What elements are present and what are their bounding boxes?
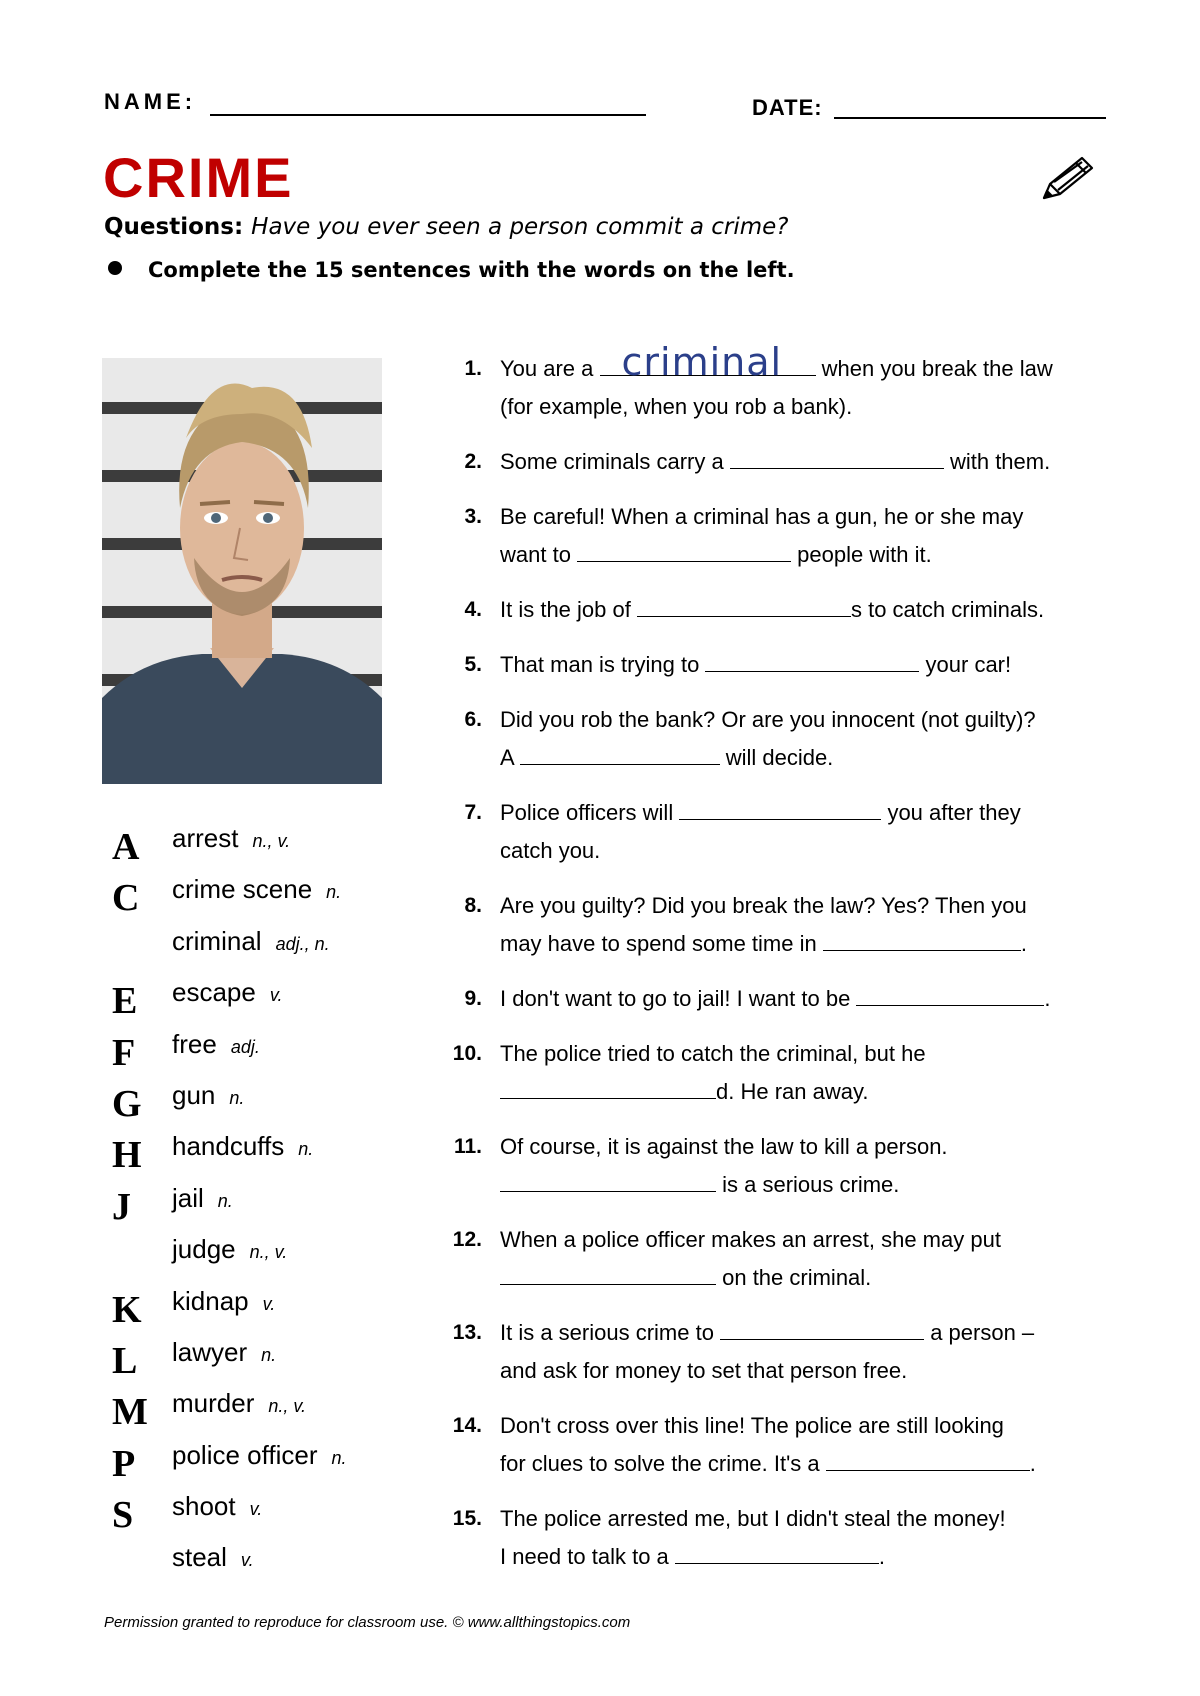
word-letter: C	[112, 877, 140, 920]
answer-blank[interactable]	[520, 742, 720, 765]
word-pos: v.	[249, 1499, 263, 1520]
instruction-text: Complete the 15 sentences with the words on the left.	[148, 258, 795, 282]
mugshot-photo	[102, 358, 382, 784]
word-pos: n., v.	[252, 831, 291, 851]
date-line[interactable]	[834, 117, 1106, 119]
word-item	[104, 1128, 424, 1179]
answer-blank[interactable]	[679, 797, 881, 820]
word-letter: K	[112, 1288, 142, 1331]
word-pos: n.	[326, 882, 342, 903]
word-letter: E	[112, 980, 138, 1023]
word-letter: L	[112, 1339, 138, 1382]
word-text: free adj.	[172, 1028, 260, 1059]
footer-note: Permission granted to reproduce for classroom use. © www.allthingstopics.com	[104, 1614, 631, 1631]
answer-field[interactable]	[600, 340, 816, 384]
word-pos: n.	[261, 1344, 277, 1365]
word-item	[104, 1385, 424, 1436]
sentence-number: 1.	[464, 357, 482, 380]
word-pos: n.	[217, 1190, 233, 1211]
answer-blank[interactable]	[500, 1169, 716, 1192]
word-pos: n., v.	[249, 1242, 288, 1263]
word-pos: n.	[298, 1139, 314, 1160]
word-item	[104, 1437, 424, 1488]
answer-blank[interactable]	[730, 446, 944, 469]
word-item	[104, 1488, 424, 1539]
word-text: criminal adj., n.	[172, 925, 330, 956]
word-item	[104, 923, 424, 974]
word-pos: v.	[269, 985, 283, 1006]
word-text: kidnap v.	[172, 1285, 276, 1316]
word-item	[104, 1539, 424, 1590]
word-pos: v.	[262, 1293, 276, 1314]
answer-blank[interactable]	[823, 928, 1021, 951]
word-pos: adj., n.	[275, 933, 330, 954]
word-list	[104, 820, 424, 1591]
bullet-icon	[108, 261, 122, 275]
word-pos: n.	[229, 1087, 245, 1108]
word-item	[104, 1231, 424, 1282]
word-letter: M	[112, 1391, 148, 1434]
answer-blank[interactable]	[500, 1262, 716, 1285]
word-letter: A	[112, 826, 140, 868]
name-label: NAME:	[104, 89, 197, 114]
word-text: gun n.	[172, 1079, 245, 1110]
word-text: police officer n.	[172, 1439, 347, 1470]
word-text: shoot v.	[172, 1491, 263, 1522]
word-item	[104, 1283, 424, 1334]
word-letter: F	[112, 1031, 136, 1074]
word-letter: G	[112, 1082, 142, 1125]
questions-text: Have you ever seen a person commit a crime?	[251, 214, 789, 240]
word-pos: v.	[240, 1550, 254, 1571]
word-item	[104, 974, 424, 1025]
answer-blank[interactable]	[637, 594, 851, 617]
answer-blank[interactable]	[577, 539, 791, 562]
word-text: escape v.	[172, 977, 283, 1008]
word-item	[104, 1334, 424, 1385]
word-item	[104, 1180, 424, 1231]
handwritten-answer: criminal	[621, 340, 783, 384]
questions-line	[104, 214, 789, 240]
word-item	[104, 820, 424, 871]
instruction	[104, 258, 795, 282]
answer-blank[interactable]	[500, 1076, 716, 1099]
word-text: handcuffs n.	[172, 1131, 314, 1162]
word-item	[104, 1077, 424, 1128]
word-text: jail n.	[172, 1182, 233, 1213]
date-label: DATE:	[752, 95, 823, 120]
name-line[interactable]	[210, 114, 646, 116]
answer-blank[interactable]	[856, 983, 1044, 1006]
word-pos: adj.	[230, 1036, 260, 1057]
word-letter: S	[112, 1494, 134, 1537]
word-item	[104, 871, 424, 922]
questions-label: Questions:	[104, 214, 244, 240]
word-letter: J	[112, 1185, 131, 1228]
pencil-icon	[1038, 152, 1100, 204]
word-pos: n., v.	[268, 1396, 307, 1417]
word-text: arrest n., v.	[172, 823, 291, 853]
page-title: CRIME	[103, 146, 294, 209]
answer-blank[interactable]	[826, 1448, 1030, 1471]
word-text: lawyer n.	[172, 1336, 277, 1367]
word-text: judge n., v.	[172, 1234, 288, 1265]
word-letter: H	[112, 1134, 142, 1177]
answer-blank[interactable]	[705, 649, 919, 672]
word-item	[104, 1026, 424, 1077]
word-text: steal v.	[172, 1542, 254, 1573]
word-pos: n.	[331, 1447, 347, 1468]
answer-blank[interactable]	[675, 1541, 879, 1564]
word-text: murder n., v.	[172, 1388, 307, 1419]
word-letter: P	[112, 1442, 136, 1485]
answer-blank[interactable]	[720, 1317, 924, 1340]
word-text: crime scene n.	[172, 874, 342, 905]
